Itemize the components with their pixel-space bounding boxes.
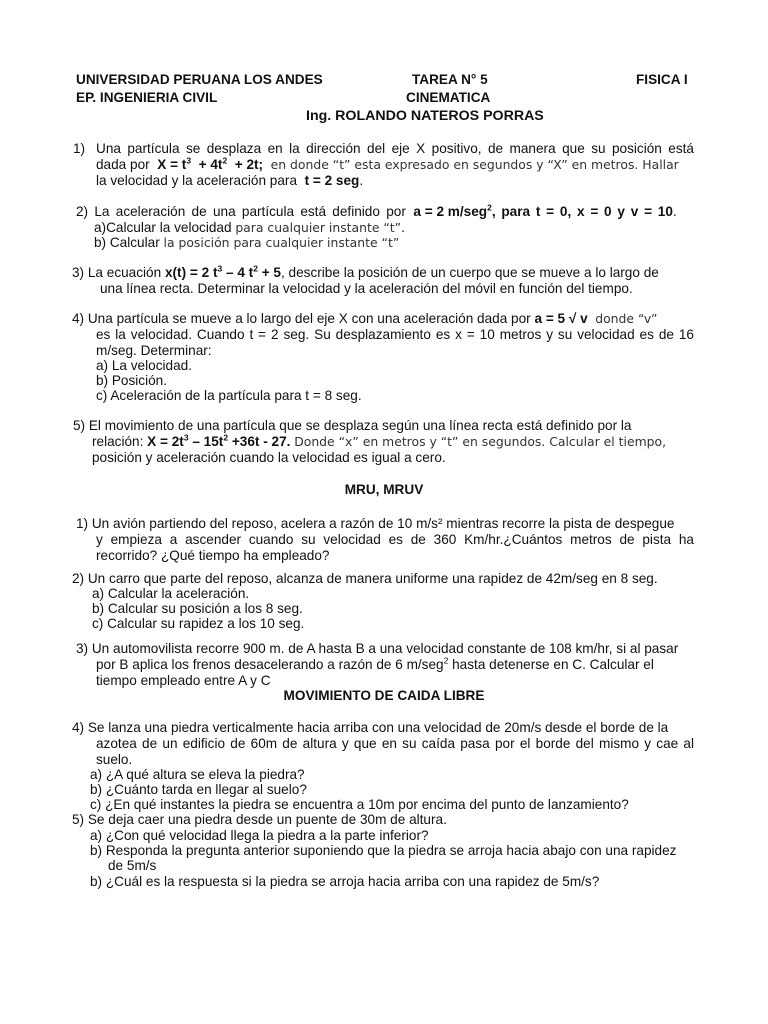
kin-p3-line2: una línea recta. Determinar la velocidad y la aceleración del móvil en función del tiempo. [100,281,633,296]
section-title-mru: MRU, MRUV [344,482,424,497]
section-title-freefall: MOVIMIENTO DE CAIDA LIBRE [283,688,485,703]
header-instructor: Ing. ROLANDO NATEROS PORRAS [306,108,544,124]
mru-p1-line2: y empieza a ascender cuando su velocidad es de 360 Km/hr.¿Cuántos metros de pista ha [96,532,694,547]
ff-p5-b1: b) Responda la pregunta anterior suponiendo que la piedra se arroja hacia abajo con una rapidez [90,843,677,858]
ff-p4-line3: suelo. [96,752,133,767]
header-topic: CINEMATICA [406,90,491,105]
mru-p3-line1: 3) Un automovilista recorre 900 m. de A hasta B a una velocidad constante de 108 km/hr, si al pasar [76,641,679,656]
kin-p5-line2: relación: $X = 2t^3 - 15t^2 +36t - 27$. Donde “x” en metros y “t” en segundos. Calcular el tiempo, [92,432,667,449]
ff-p5-b3: b) ¿Cuál es la respuesta si la piedra se arroja hacia arriba con una rapidez de 5m/s? [90,874,600,889]
ff-p4-b: b) ¿Cuánto tarda en llegar al suelo? [90,782,307,797]
kin-p4-line3: m/seg. Determinar: [96,343,212,358]
kin-p4-line2: es la velocidad. Cuando t = 2 seg. Su desplazamiento es x = 10 metros y su velocidad es de 16 [96,327,694,342]
kin-p3-line1: 3) La ecuación x(t) = 2 $t^3 - 4$ $t^2 + 5$, describe la posición de un cuerpo que se mueve a lo largo de [72,263,659,280]
ff-p5-line1: 5) Se deja caer una piedra desde un puente de 30m de altura. [72,812,447,827]
kin-p2-a: a)Calcular la velocidad para cualquier instante “t”. [94,220,405,235]
ff-p4-c: c) ¿En qué instantes la piedra se encuentra a 10m por encima del punto de lanzamiento? [90,797,629,812]
mru-p3-line2: por B aplica los frenos desacelerando a razón de 6 m/seg$^2$ hasta detenerse en C. Calcular el [96,655,654,672]
kin-p1-number: 1) [73,141,86,156]
mru-p1-line1: 1) Un avión partiendo del reposo, acelera a razón de 10 m/s² mientras recorre la pista de despegue [76,516,675,531]
header-course: FISICA I [636,72,688,87]
ff-p5-b2: de 5m/s [108,858,157,873]
kin-p1-line3: la velocidad y la aceleración para t = 2 seg. [96,173,364,188]
ff-p5-a: a) ¿Con qué velocidad llega la piedra a la parte inferior? [90,828,429,843]
kin-p1-line1: Una partícula se desplaza en la dirección del eje X positivo, de manera que su posición está [96,141,694,156]
kin-p4-line1: 4) Una partícula se mueve a lo largo del eje X con una aceleración dada por a = 5 √ v donde “v” [72,311,658,326]
mru-p2-b: b) Calcular su posición a los 8 seg. [92,601,303,616]
kin-p4-a: a) La velocidad. [96,358,192,373]
kin-p4-b: b) Posición. [96,373,168,388]
kin-p1-line2: dada por $X = t^3 + 4t^2 + 2t$; en donde “t” esta expresado en segundos y “X” en metros. Hallar [96,155,679,172]
kin-p4-c: c) Aceleración de la partícula para t = 8 seg. [96,388,362,403]
mru-p2-a: a) Calcular la aceleración. [92,586,250,601]
kin-p5-line3: posición y aceleración cuando la velocidad es igual a cero. [92,450,446,465]
ff-p4-a: a) ¿A qué altura se eleva la piedra? [90,767,305,782]
kin-p2-b: b) Calcular la posición para cualquier instante “t” [94,235,400,250]
kin-p5-line1: 5) El movimiento de una partícula que se desplaza según una línea recta está definido por la [73,418,632,433]
ff-p4-line2: azotea de un edificio de 60m de altura y que en su caída pasa por el borde del mismo y cae al [96,736,694,751]
header-school: EP. INGENIERIA CIVIL [76,90,218,105]
header-task: TAREA N° 5 [412,72,488,87]
mru-p2-line1: 2) Un carro que parte del reposo, alcanza de manera uniforme una rapidez de 42m/seg en 8 seg. [72,571,658,586]
mru-p3-line3: tiempo empleado entre A y C [96,673,271,688]
mru-p2-c: c) Calcular su rapidez a los 10 seg. [92,616,305,631]
mru-p1-line3: recorrido? ¿Qué tiempo ha empleado? [96,548,330,563]
ff-p4-line1: 4) Se lanza una piedra verticalmente hacia arriba con una velocidad de 20m/s desde el borde de la [72,720,669,735]
header-university: UNIVERSIDAD PERUANA LOS ANDES [76,72,323,87]
kin-p2-line1: 2) La aceleración de una partícula está definido por a = 2 m/seg$^2$, para t = 0, x = 0 y v = 10. [76,202,677,219]
